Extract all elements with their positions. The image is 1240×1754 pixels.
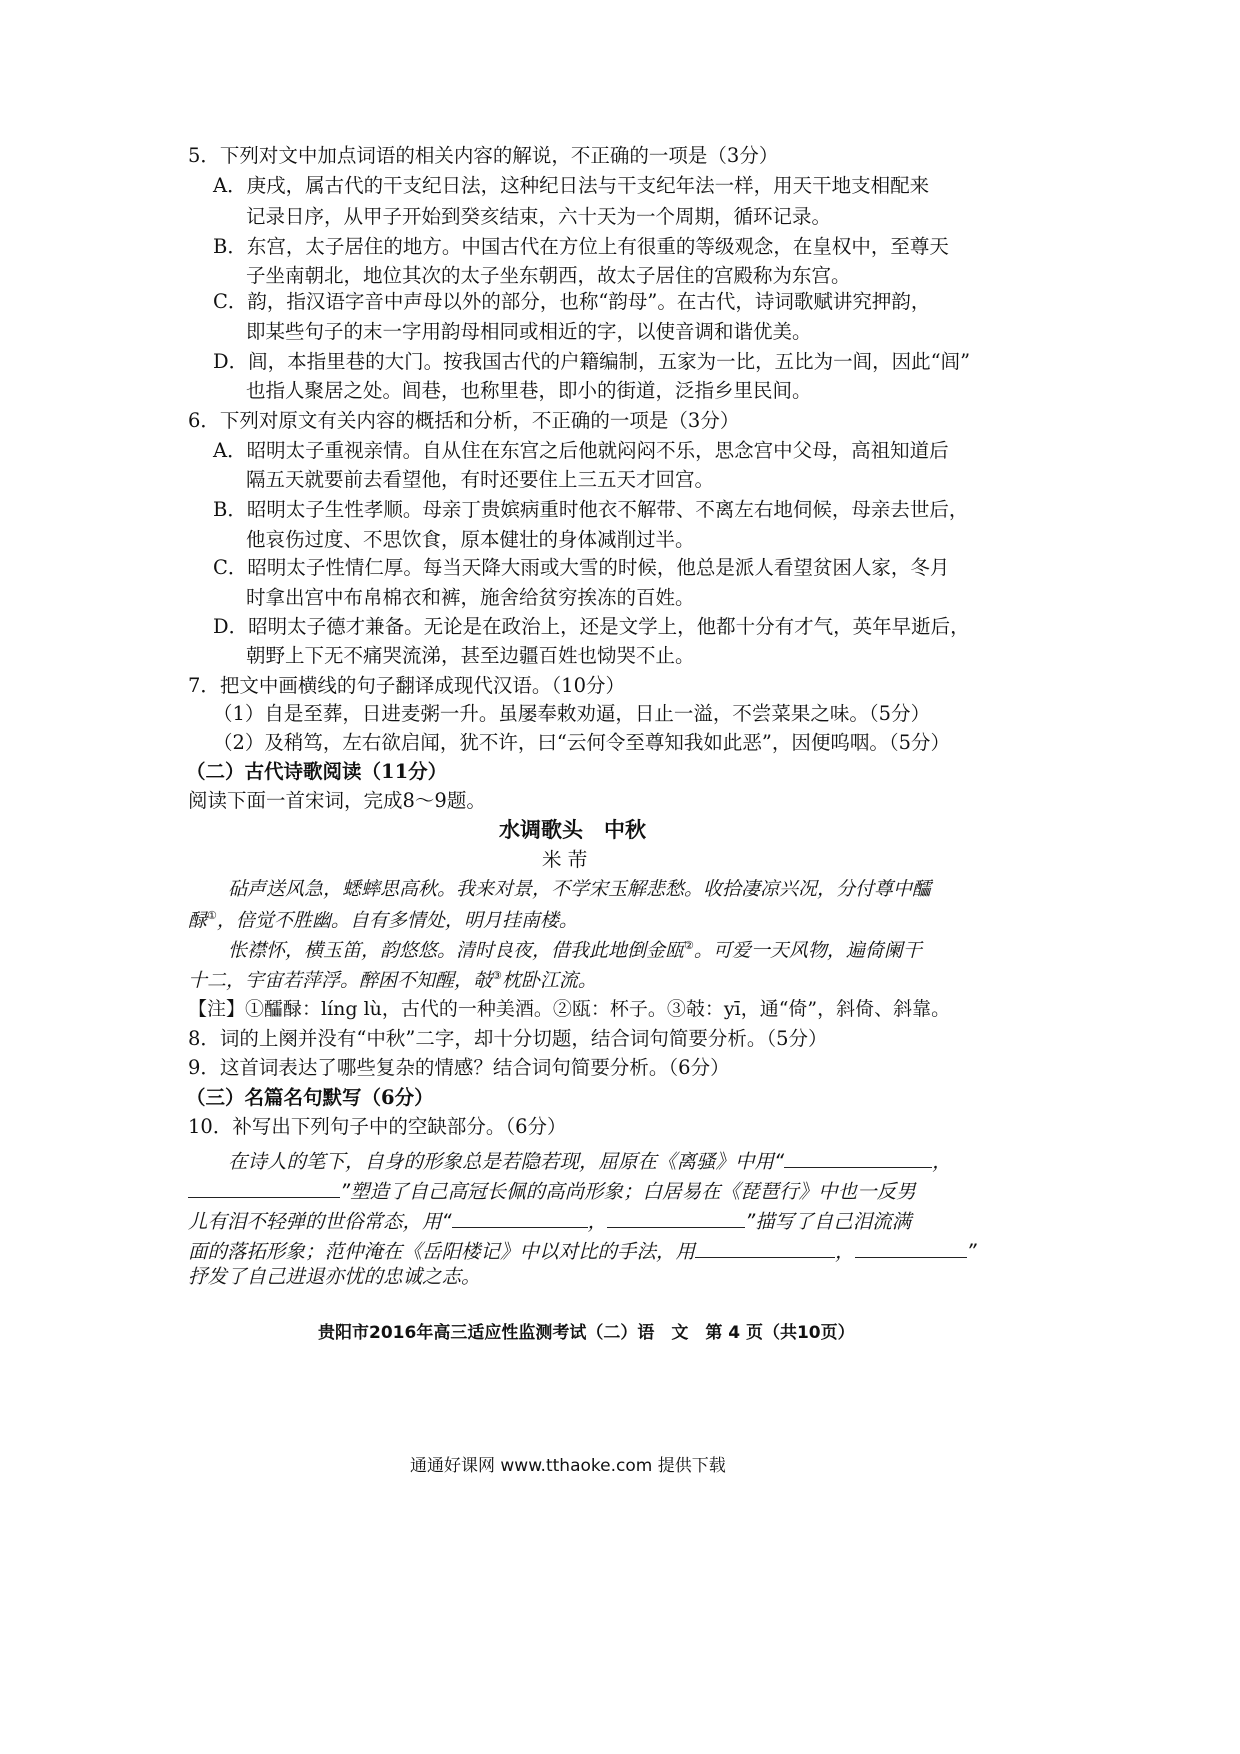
q5-option-d-line1: D．闾，本指里巷的大门。按我国古代的户籍编制，五家为一比，五比为一闾，因此“闾”: [213, 350, 971, 373]
poem-text: 。可爱一天风物，遍倚阑干: [693, 939, 922, 962]
q6-option-b-line2: 他哀伤过度、不思饮食，原本健壮的身体减削过半。: [246, 528, 695, 551]
q10-line-5: 抒发了自己进退亦忧的忠诚之志。: [188, 1265, 481, 1288]
note-marker-3: ③: [492, 969, 502, 982]
q5-stem: 5．下列对文中加点词语的相关内容的解说，不正确的一项是（3分）: [188, 144, 779, 167]
q5-option-c-line1: C．韵，指汉语字音中声母以外的部分，也称“韵母”。在古代，诗词歌赋讲究押韵，: [213, 290, 931, 313]
q5-option-d-line2: 也指人聚居之处。闾巷，也称里巷，即小的街道，泛指乡里民间。: [246, 379, 812, 402]
q10-text: 儿有泪不轻弹的世俗常态，用“: [188, 1210, 452, 1233]
q10-text: ，: [835, 1240, 855, 1263]
q6-option-a-line2: 隔五天就要前去看望他，有时还要住上三五天才回宫。: [246, 468, 715, 491]
section2-intro: 阅读下面一首宋词，完成8～9题。: [188, 789, 486, 812]
q5-option-a-line2: 记录日序，从甲子开始到癸亥结束，六十天为一个周期，循环记录。: [246, 205, 832, 228]
answer-blank-5[interactable]: [695, 1237, 835, 1258]
poem-line-1: 砧声送风急，蟋蟀思高秋。我来对景，不学宋玉解悲愁。收拾凄凉兴况，分付尊中醽: [228, 878, 932, 900]
answer-blank-3[interactable]: [452, 1207, 588, 1228]
q6-option-a-line1: A．昭明太子重视亲情。自从住在东宫之后他就闷闷不乐，思念宫中父母，高祖知道后: [213, 439, 949, 462]
answer-blank-1[interactable]: [784, 1147, 932, 1168]
section3-heading: （三）名篇名句默写（6分）: [186, 1086, 434, 1109]
poem-text: ，倍觉不胜幽。自有多情处，明月挂南楼。: [216, 909, 578, 932]
q10-text: ”塑造了自己高冠长佩的高尚形象；白居易在《琵琶行》中也一反男: [340, 1180, 916, 1203]
q9-stem: 9．这首词表达了哪些复杂的情感？结合词句简要分析。（6分）: [188, 1056, 730, 1079]
q7-stem: 7．把文中画横线的句子翻译成现代汉语。（10分）: [188, 674, 625, 697]
answer-blank-2[interactable]: [188, 1177, 340, 1198]
q10-stem: 10．补写出下列句子中的空缺部分。（6分）: [188, 1115, 567, 1138]
q7-sentence-2: （2）及稍笃，左右欲启闻，犹不许，曰“云何令至尊知我如此恶”，因便呜咽。（5分）: [213, 731, 951, 754]
q5-option-c-line2: 即某些句子的末一字用韵母相同或相近的字，以使音调和谐优美。: [246, 320, 812, 343]
poem-line-2: [188, 910, 578, 930]
q10-text: ，: [932, 1150, 952, 1173]
poem-word: 醁: [188, 909, 208, 932]
q6-option-c-line2: 时拿出宫中布帛棉衣和裤，施舍给贫穷挨冻的百姓。: [246, 586, 695, 609]
q10-text: ”描写了自己泪流满: [745, 1210, 912, 1233]
q5-option-b-line1: B．东宫，太子居住的地方。中国古代在方位上有很重的等级观念，在皇权中，至尊天: [213, 235, 949, 258]
note-marker-2: ②: [684, 939, 694, 952]
q6-option-c-line1: C．昭明太子性情仁厚。每当天降大雨或大雪的时候，他总是派人看望贫困人家，冬月: [213, 556, 950, 579]
answer-blank-4[interactable]: [607, 1207, 745, 1228]
page-footer: 贵阳市2016年高三适应性监测考试（二）语 文 第 4 页（共10页）: [318, 1323, 855, 1343]
q10-text: ”: [966, 1240, 977, 1263]
note-marker-1: ①: [207, 909, 217, 922]
q10-line-1: [228, 1147, 952, 1172]
poem-notes: 【注】①醽醁：líng lù，古代的一种美酒。②瓯：杯子。③攲：yī，通“倚”，斜倚、斜靠。: [188, 998, 951, 1020]
poem-line-3: [228, 940, 922, 960]
q10-text: ，: [587, 1210, 608, 1233]
q10-text: 在诗人的笔下，自身的形象总是若隐若现，屈原在《离骚》中用“: [228, 1150, 785, 1173]
q7-sentence-1: （1）自是至葬，日进麦粥一升。虽屡奉敕劝逼，日止一溢，不尝菜果之味。（5分）: [213, 702, 931, 725]
poem-title: 水调歌头 中秋: [499, 818, 646, 842]
poem-text: 十二，宇宙若萍浮。醉困不知醒，攲: [188, 969, 493, 992]
q10-line-4: [188, 1237, 977, 1262]
answer-blank-6[interactable]: [855, 1237, 967, 1258]
q6-option-d-line2: 朝野上下无不痛哭流涕，甚至边疆百姓也恸哭不止。: [246, 644, 695, 667]
poem-author: 米 芾: [542, 848, 588, 871]
poem-text: 枕卧江流。: [501, 969, 597, 992]
download-credit: 通通好课网 www.tthaoke.com 提供下载: [410, 1456, 726, 1476]
q10-line-2: [188, 1177, 916, 1202]
q6-option-b-line1: B．昭明太子生性孝顺。母亲丁贵嫔病重时他衣不解带、不离左右地伺候，母亲去世后，: [213, 498, 969, 521]
q10-text: 面的落拓形象；范仲淹在《岳阳楼记》中以对比的手法，用: [188, 1240, 696, 1263]
q5-option-b-line2: 子坐南朝北，地位其次的太子坐东朝西，故太子居住的宫殿称为东宫。: [246, 264, 851, 287]
q8-stem: 8．词的上阕并没有“中秋”二字，却十分切题，结合词句简要分析。（5分）: [188, 1027, 828, 1050]
section2-heading: （二）古代诗歌阅读（11分）: [186, 760, 448, 783]
q6-stem: 6．下列对原文有关内容的概括和分析，不正确的一项是（3分）: [188, 409, 740, 432]
q6-option-d-line1: D．昭明太子德才兼备。无论是在政治上，还是文学上，他都十分有才气，英年早逝后，: [213, 615, 970, 638]
poem-line-4: [188, 970, 597, 990]
q5-option-a-line1: A．庚戌，属古代的干支纪日法，这种纪日法与干支纪年法一样，用天干地支相配来: [213, 174, 930, 197]
poem-text: 怅襟怀，横玉笛，韵悠悠。清时良夜，借我此地倒金瓯: [228, 939, 685, 962]
q10-line-3: [188, 1207, 911, 1232]
